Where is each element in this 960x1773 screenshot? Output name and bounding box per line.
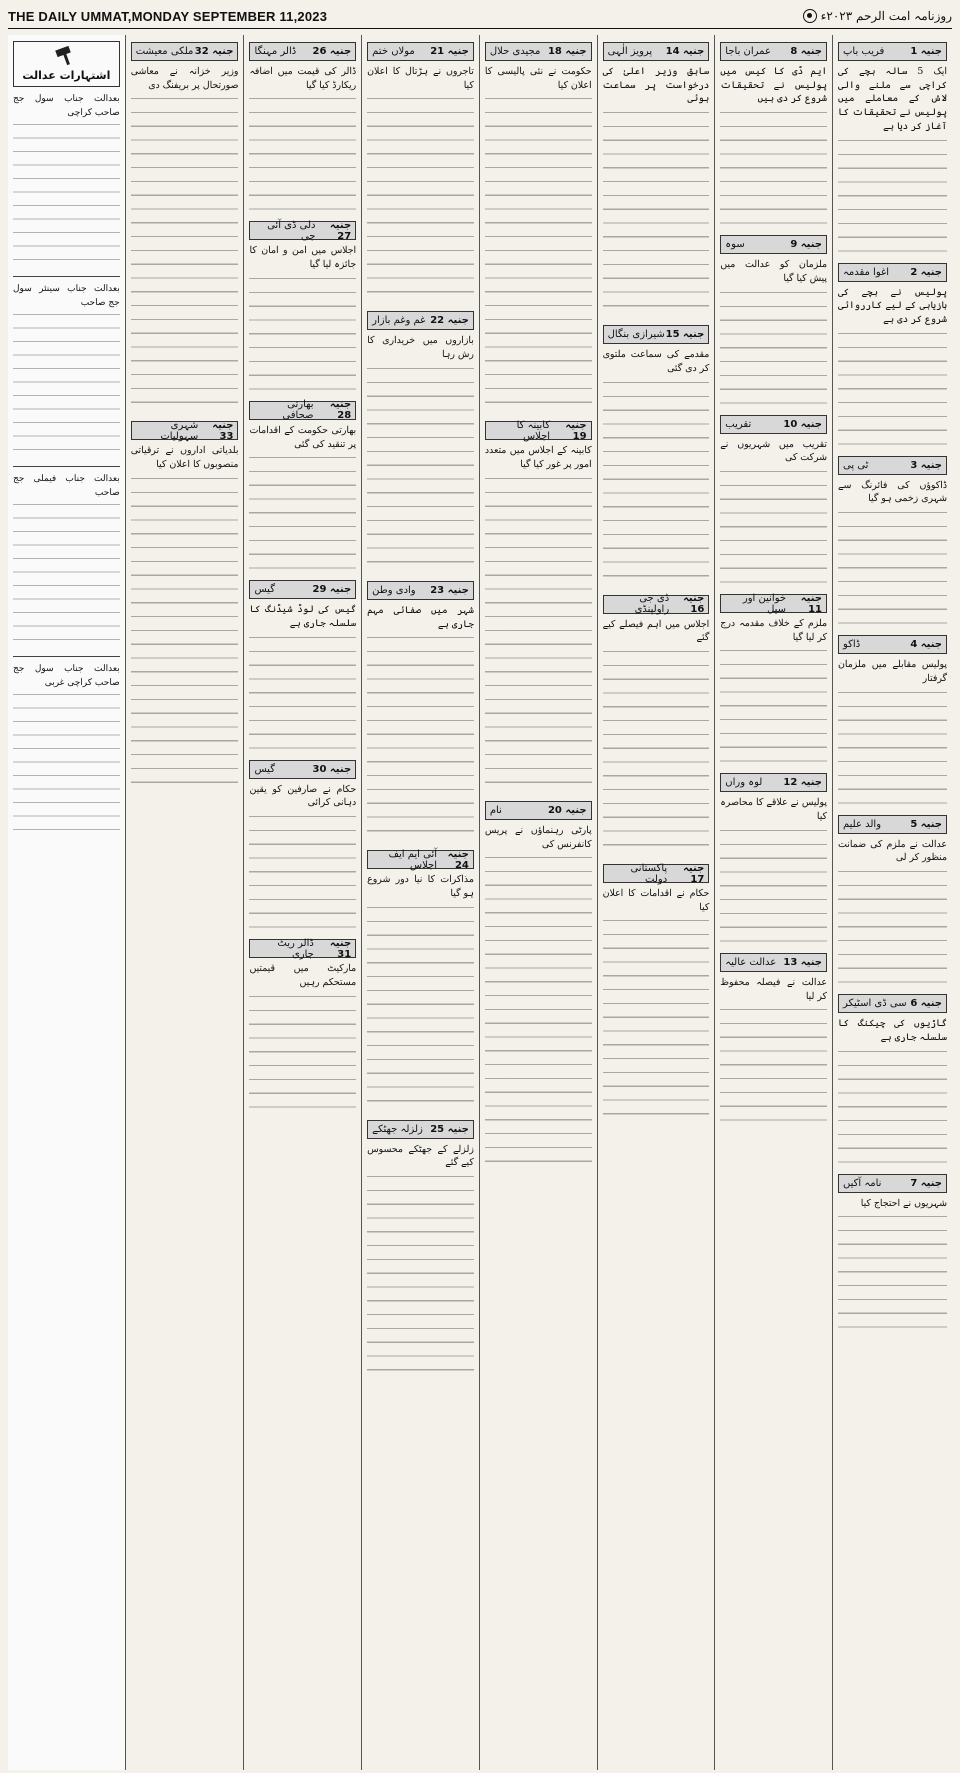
urdu-masthead bbox=[803, 9, 952, 23]
news-item-number: جنیہ 24 bbox=[447, 848, 469, 871]
news-item-body: پولیس نے علاقے کا محاصرہ کیا bbox=[720, 796, 827, 945]
news-item-body: وزیر خزانہ نے معاشی صورتحال پر بریفنگ دی bbox=[131, 65, 239, 414]
news-item-title: بھارتی صحافی bbox=[282, 399, 314, 422]
news-item-body: ملزمان کو عدالت میں پیش کیا گیا bbox=[720, 258, 827, 407]
news-item-body: مذاکرات کا نیا دور شروع ہو گیا bbox=[367, 873, 474, 1112]
news-column bbox=[126, 35, 244, 1770]
news-item-number: جنیہ 15 bbox=[665, 329, 705, 341]
newspaper-logo-icon bbox=[803, 9, 817, 23]
news-item-body: سابق وزیر اعلیٰ کی درخواست پر سماعت ہوئی bbox=[603, 65, 710, 318]
news-item-number: جنیہ 22 bbox=[430, 315, 469, 327]
news-item-body: شہریوں نے احتجاج کیا bbox=[838, 1197, 947, 1333]
news-item-header bbox=[720, 953, 827, 972]
news-item-body: ملزم کے خلاف مقدمہ درج کر لیا گیا bbox=[720, 617, 827, 766]
news-item-title: سوہ bbox=[725, 239, 745, 251]
court-notice-entry: بعدالت جناب سینئر سول جج صاحب bbox=[13, 283, 120, 460]
news-item-body: ایک 5 سالہ بچے کی کراچی سے ملنے والی لاش کے معاملے میں پولیس نے تحقیقات کا آغاز کر دیا ہے bbox=[838, 65, 947, 256]
news-column bbox=[714, 35, 832, 1770]
news-item-title: وادی وطن bbox=[372, 584, 416, 596]
court-notices-title: اشتہارات عدالت bbox=[22, 69, 111, 82]
news-column bbox=[597, 35, 715, 1770]
news-item-header bbox=[720, 594, 827, 613]
news-item-title: فریب باپ bbox=[843, 46, 885, 57]
court-notice-entry: بعدالت جناب سول جج صاحب کراچی bbox=[13, 93, 120, 270]
news-item-number: جنیہ 17 bbox=[683, 862, 705, 885]
news-item-body: ڈالر کی قیمت میں اضافہ ریکارڈ کیا گیا bbox=[249, 65, 356, 214]
news-item-number: جنیہ 18 bbox=[547, 46, 587, 57]
news-item-header bbox=[838, 635, 947, 654]
news-item-number: جنیہ 1 bbox=[910, 46, 942, 57]
news-item-title: ملکی معیشت bbox=[135, 46, 194, 57]
news-column bbox=[832, 35, 952, 1770]
news-item-title: دلی ڈی آئی جی bbox=[267, 219, 316, 242]
news-item-header bbox=[838, 456, 947, 475]
news-item-header bbox=[838, 815, 947, 834]
news-item-title: مولاں ختم bbox=[372, 46, 415, 57]
news-item-title: مجیدی حلال bbox=[489, 46, 541, 57]
news-item-number: جنیہ 11 bbox=[800, 592, 822, 615]
news-item-title: تقریب bbox=[725, 418, 752, 430]
news-item-number: جنیہ 19 bbox=[565, 419, 587, 442]
news-item-title: غم وغم بازار bbox=[372, 315, 426, 327]
news-item-title: آئی ایم ایف اجلاس bbox=[388, 848, 438, 871]
news-item-header bbox=[838, 42, 947, 61]
divider bbox=[13, 466, 120, 467]
news-item-body: مقدمے کی سماعت ملتوی کر دی گئی bbox=[603, 348, 710, 587]
news-item-title: کابینہ کا اجلاس bbox=[516, 419, 551, 442]
news-item-body: ڈاکوؤں کی فائرنگ سے شہری زخمی ہو گیا bbox=[838, 479, 947, 628]
news-item-body: حکام نے اقدامات کا اعلان کیا bbox=[603, 887, 710, 1126]
news-item-header bbox=[838, 263, 947, 282]
news-item-body: تقریب میں شہریوں نے شرکت کی bbox=[720, 438, 827, 587]
news-item-number: جنیہ 27 bbox=[329, 219, 352, 242]
gavel-icon bbox=[52, 46, 80, 64]
news-item-header bbox=[485, 421, 592, 440]
news-item-number: جنیہ 2 bbox=[910, 266, 942, 278]
news-item-header bbox=[131, 421, 239, 440]
court-notices-header bbox=[13, 41, 120, 87]
news-item-header bbox=[249, 939, 356, 958]
news-item-header bbox=[367, 581, 474, 600]
english-masthead-title: THE DAILY UMMAT,MONDAY SEPTEMBER 11,2023 bbox=[8, 8, 328, 24]
news-item-number: جنیہ 21 bbox=[430, 46, 469, 57]
news-item-title: ڈالر مہنگا bbox=[254, 46, 297, 57]
news-item-header bbox=[249, 401, 356, 420]
news-item-number: جنیہ 25 bbox=[430, 1123, 469, 1135]
news-item-body: گاڑیوں کی چیکنگ کا سلسلہ جاری ہے bbox=[838, 1017, 947, 1166]
news-item-number: جنیہ 3 bbox=[910, 459, 942, 471]
news-item-body: پولیس مقابلے میں ملزمان گرفتار bbox=[838, 658, 947, 807]
news-item-number: جنیہ 5 bbox=[910, 818, 942, 830]
news-column bbox=[243, 35, 361, 1770]
news-item-body: بھارتی حکومت کے اقدامات پر تنقید کی گئی bbox=[249, 424, 356, 573]
news-item-header bbox=[720, 235, 827, 254]
news-item-header bbox=[249, 580, 356, 599]
news-item-number: جنیہ 30 bbox=[312, 763, 352, 775]
news-item-body: زلزلے کے جھٹکے محسوس کیے گئے bbox=[367, 1143, 474, 1382]
news-item-body: حکومت نے نئی پالیسی کا اعلان کیا bbox=[485, 65, 592, 414]
news-item-title: شہری سہولیات bbox=[160, 419, 199, 442]
news-item-number: جنیہ 28 bbox=[329, 399, 352, 422]
divider bbox=[13, 656, 120, 657]
news-item-body: تاجروں نے ہڑتال کا اعلان کیا bbox=[367, 65, 474, 304]
news-item-body: اجلاس میں اہم فیصلے کیے گئے bbox=[603, 618, 710, 857]
news-item-body: گیس کی لوڈ شیڈنگ کا سلسلہ جاری ہے bbox=[249, 603, 356, 752]
news-item-number: جنیہ 26 bbox=[312, 46, 352, 57]
news-item-body: ایم ڈی کا کیس میں پولیس نے تحقیقات شروع کر دی ہیں bbox=[720, 65, 827, 228]
news-item-title: پاکستانی دولت bbox=[630, 862, 668, 885]
news-item-header bbox=[603, 864, 710, 883]
news-item-header bbox=[367, 42, 474, 61]
news-item-header bbox=[249, 760, 356, 779]
news-item-body: پولیس نے بچے کی بازیابی کے لیے کارروائی شروع کر دی ہے bbox=[838, 286, 947, 449]
news-item-title: زلزلہ جھٹکے bbox=[372, 1123, 423, 1135]
news-item-number: جنیہ 6 bbox=[910, 998, 942, 1010]
news-item-title: نام bbox=[489, 804, 502, 816]
news-item-header bbox=[838, 1174, 947, 1193]
news-item-number: جنیہ 20 bbox=[547, 804, 587, 816]
news-item-title: ڈاکو bbox=[843, 639, 861, 651]
news-item-body: عدالت نے ملزم کی ضمانت منظور کر لی bbox=[838, 838, 947, 987]
news-item-title: شیرازی بنگال bbox=[607, 329, 665, 341]
news-item-title: گیس bbox=[254, 584, 275, 596]
news-item-title: نامہ آکیں bbox=[843, 1177, 882, 1189]
news-item-header bbox=[485, 42, 592, 61]
news-item-number: جنیہ 4 bbox=[910, 639, 942, 651]
news-item-header bbox=[367, 1120, 474, 1139]
news-item-body: شہر میں صفائی مہم جاری ہے bbox=[367, 604, 474, 843]
news-item-body: بازاروں میں خریداری کا رش رہا bbox=[367, 334, 474, 573]
news-item-number: جنیہ 16 bbox=[683, 593, 705, 616]
news-item-title: گیس bbox=[254, 763, 275, 775]
news-item-title: ڈالر ریٹ جاری bbox=[277, 937, 314, 960]
news-column bbox=[361, 35, 479, 1770]
news-item-number: جنیہ 9 bbox=[790, 239, 822, 251]
court-notice-entry: بعدالت جناب فیملی جج صاحب bbox=[13, 473, 120, 650]
news-item-header bbox=[720, 42, 827, 61]
news-item-title: عدالت عالیہ bbox=[725, 956, 777, 968]
news-item-body: کابینہ کے اجلاس میں متعدد امور پر غور کیا گیا bbox=[485, 444, 592, 793]
news-item-body: عدالت نے فیصلہ محفوظ کر لیا bbox=[720, 976, 827, 1125]
news-item-header bbox=[249, 221, 356, 240]
news-item-number: جنیہ 23 bbox=[430, 584, 469, 596]
news-item-number: جنیہ 33 bbox=[212, 419, 234, 442]
news-item-number: جنیہ 10 bbox=[783, 418, 822, 430]
news-item-title: اغوا مقدمہ bbox=[843, 266, 890, 278]
news-item-title: خوانین اور سیل bbox=[742, 592, 787, 615]
news-item-header bbox=[720, 773, 827, 792]
news-item-number: جنیہ 31 bbox=[329, 937, 352, 960]
news-item-body: اجلاس میں امن و امان کا جائزہ لیا گیا bbox=[249, 244, 356, 393]
news-item-number: جنیہ 7 bbox=[910, 1177, 942, 1189]
news-item-header bbox=[603, 595, 710, 614]
news-item-title: ڈی جی راولپنڈی bbox=[634, 593, 670, 616]
news-item-body: پارٹی رہنماؤں نے پریس کانفرنس کی bbox=[485, 824, 592, 1173]
news-item-body: حکام نے صارفین کو یقین دہانی کرائی bbox=[249, 783, 356, 932]
news-item-header bbox=[131, 42, 239, 61]
news-item-title: ٹی پی bbox=[843, 459, 869, 471]
news-item-header bbox=[367, 850, 474, 869]
news-item-title: سی ڈی اسٹیکر bbox=[843, 998, 907, 1010]
news-item-header bbox=[603, 325, 710, 344]
news-item-number: جنیہ 32 bbox=[194, 46, 234, 57]
news-item-title: عمران باجا bbox=[725, 46, 771, 57]
news-item-header bbox=[603, 42, 710, 61]
news-item-title: لوہ وراں bbox=[725, 777, 763, 789]
news-item-number: جنیہ 12 bbox=[783, 777, 822, 789]
news-item-header bbox=[485, 801, 592, 820]
news-item-number: جنیہ 8 bbox=[790, 46, 822, 57]
news-item-header bbox=[720, 415, 827, 434]
news-item-number: جنیہ 14 bbox=[665, 46, 705, 57]
news-column bbox=[479, 35, 597, 1770]
news-item-number: جنیہ 29 bbox=[312, 584, 352, 596]
masthead bbox=[8, 6, 952, 29]
news-item-title: پرویز الٰہی bbox=[607, 46, 653, 57]
court-notices-column bbox=[8, 35, 126, 1770]
urdu-masthead-title: روزنامہ امت الرحم ۲۰۲۳ء bbox=[820, 9, 952, 23]
court-notice-entry: بعدالت جناب سول جج صاحب کراچی غربی bbox=[13, 663, 120, 840]
news-item-body: بلدیاتی اداروں نے ترقیاتی منصوبوں کا اعلان کیا bbox=[131, 444, 239, 793]
divider bbox=[13, 276, 120, 277]
news-item-header bbox=[838, 994, 947, 1013]
news-item-header bbox=[367, 311, 474, 330]
news-item-number: جنیہ 13 bbox=[783, 956, 822, 968]
news-columns bbox=[8, 35, 952, 1770]
news-item-header bbox=[249, 42, 356, 61]
news-item-body: مارکیٹ میں قیمتیں مستحکم رہیں bbox=[249, 962, 356, 1111]
news-item-title: والد علیم bbox=[843, 818, 882, 830]
